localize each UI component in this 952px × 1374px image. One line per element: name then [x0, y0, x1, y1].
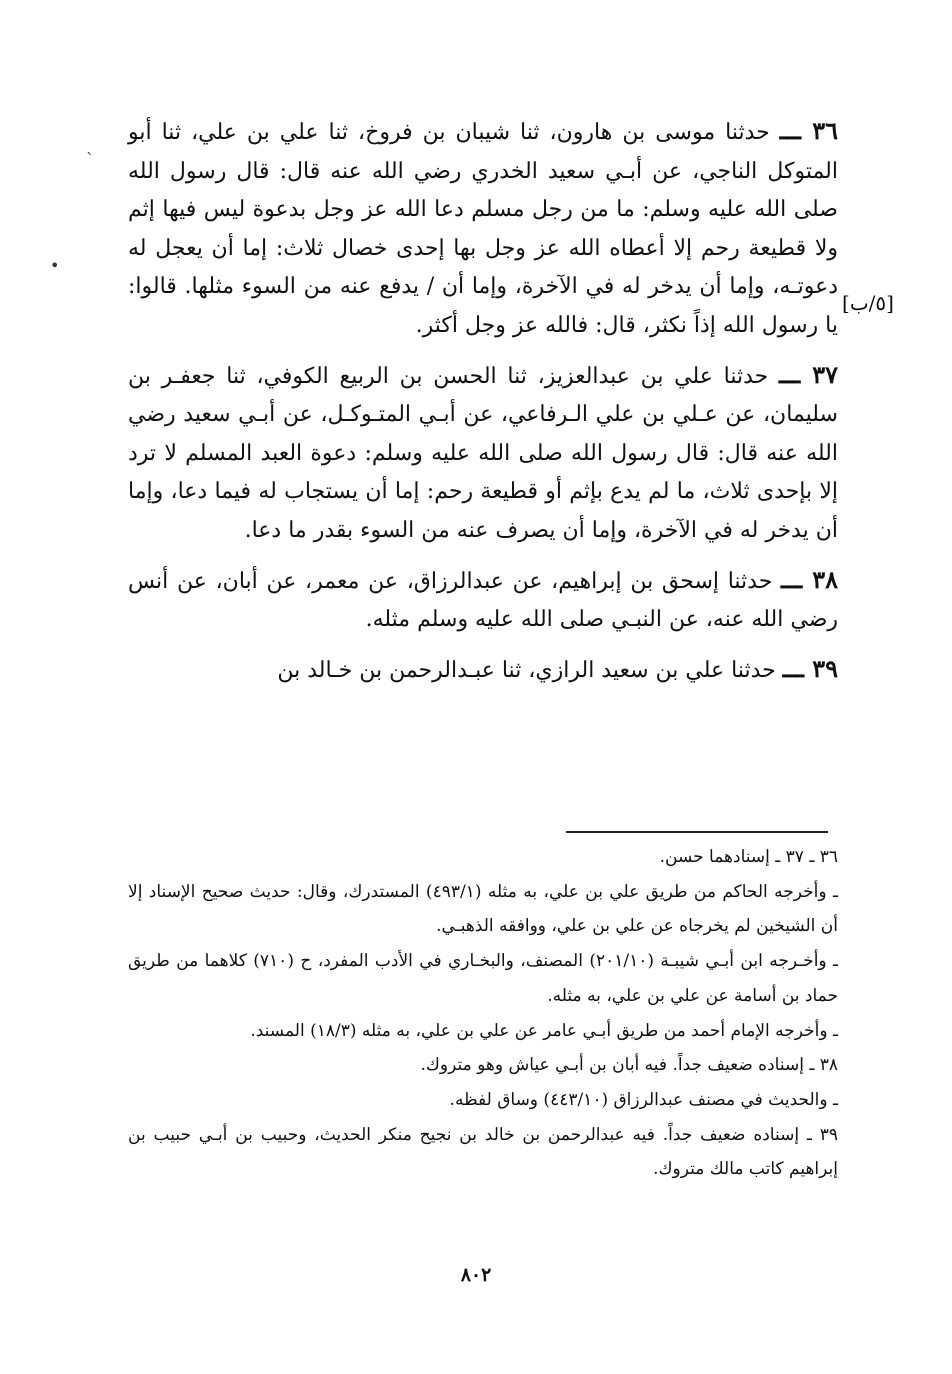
- hadith-36: [128, 112, 838, 346]
- footnote-label: ٣٦ ـ ٣٧ ـ: [775, 847, 838, 867]
- hadith-number: ٣٨ ـــ: [781, 564, 838, 594]
- hadith-text: حدثنا إسحق بن إبراهيم، عن عبدالرزاق، عن معمر، عن أبان، عن أنس رضي الله عنه، عن النبـي صلى الله عليه وسلم مثله.: [128, 568, 838, 633]
- hadith-37: [128, 356, 838, 551]
- margin-dot-mark: •: [50, 256, 60, 275]
- footnote-continuation: [128, 944, 838, 1013]
- footnote-text: إسناده ضعيف جداً. فيه عبدالرحمن بن خالد بن نجيح منكر الحديث، وحبيب بن أبـي حبيب بن إبراهيم كاتب مالك متروك.: [128, 1124, 838, 1180]
- footnote-continuation: [128, 1083, 838, 1118]
- footnote-text: إسناده ضعيف جداً. فيه أبان بن أبـي عياش وهو متروك.: [420, 1055, 804, 1076]
- manuscript-folio-note: [٥/ب]: [842, 291, 894, 315]
- footnote-label: ٣٩ ـ: [806, 1124, 839, 1145]
- main-text: [128, 112, 838, 700]
- hadith-number: ٣٩ ـــ: [782, 653, 838, 683]
- hadith-number: ٣٧ ـــ: [779, 359, 839, 389]
- footnote-divider: [566, 831, 828, 833]
- footnotes: [128, 840, 838, 1187]
- hadith-38: [128, 561, 838, 640]
- footnote-text: ـ وأخرجه الحاكم من طريق علي بن علي، به مثله (٤٩٣/١) المستدرك، وقال: حديث صحيح الإسناد إلا أن الشيخين لم يخرجاه عن علي بن علي، ووافقه الذهبـي.: [128, 881, 838, 937]
- footnote-continuation: [128, 1014, 838, 1049]
- footnote-text: إسنادهما حسن.: [659, 847, 770, 867]
- footnote-text: ـ والحديث في مصنف عبدالرزاق (٤٤٣/١٠) وساق لفظه.: [449, 1089, 838, 1110]
- footnote-continuation: [128, 875, 838, 944]
- footnote-38: [128, 1048, 838, 1083]
- page-number: ٨٠٢: [460, 1264, 492, 1286]
- footnote-label: ٣٨ ـ: [809, 1055, 838, 1076]
- hadith-text: حدثنا موسى بن هارون، ثنا شيبان بن فروخ، ثنا علي بن علي، ثنا أبو المتوكل الناجي، عن أبـي سعيد الخدري رضي الله عنه قال: قال رسول الله صلى الله عليه وسلم: ما من رجل مسلم دعا الله عز وجل بدعوة ليس فيها إثم ولا قطيعة رحم إلا أعطاه الله عز وجل بها إحدى خصال ثلاث: إما أن يعجل له دعوتـه، وإما أن يدخر له في الآخرة، وإما أن / يدفع عنه من السوء مثلها. قالوا: يا رسول الله إذاً نكثر، قال: فالله عز وجل أكثر.: [128, 120, 838, 338]
- footnote-39: [128, 1118, 838, 1187]
- footnote-36-37: [128, 840, 838, 875]
- hadith-39: [128, 650, 838, 691]
- hadith-text: حدثنا علي بن عبدالعزيز، ثنا الحسن بن الربيع الكوفي، ثنا جعفـر بن سليمان، عن عـلي بن علي الـرفاعي، عن أبـي المتـوكـل، عن أبـي سعيد رضي الله عنه قال: قال رسول الله صلى الله عليه وسلم: دعوة العبد المسلم لا ترد إلا بإحدى ثلاث، ما لم يدع بإثم أو قطيعة رحم: إما أن يستجاب له فيما دعا، وإما أن يدخر له في الآخرة، وإما أن يصرف عنه من السوء بقدر ما دعا.: [128, 363, 838, 543]
- margin-tick-mark: ˋ: [86, 150, 94, 169]
- footnote-text: ـ وأخرجه الإمام أحمد من طريق أبـي عامر عن علي بن علي، به مثله (١٨/٣) المسند.: [250, 1020, 838, 1041]
- hadith-number: ٣٦ ـــ: [779, 116, 839, 145]
- footnote-text: ـ وأخـرجه ابن أبـي شيبـة (٢٠١/١٠) المصنف، والبخـاري في الأدب المفرد، ح (٧١٠) كلاهما من طريق حماد بن أسامة عن علي بن علي، به مثله.: [128, 951, 839, 1006]
- hadith-text: حدثنا علي بن سعيد الرازي، ثنا عبـدالرحمن بن خـالد بن: [277, 657, 776, 683]
